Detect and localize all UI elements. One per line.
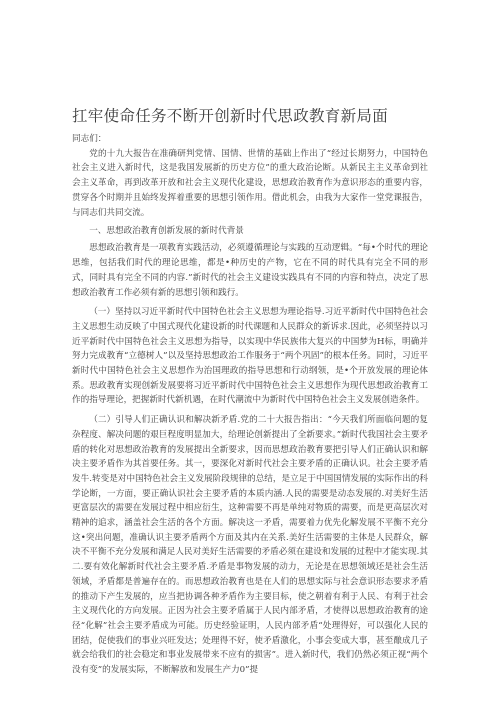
document-body (72, 132, 428, 678)
paragraph-point-two: （二）引导人们正确认识和解决新矛盾.党的二十大报告指出：“今天我们所面临问题的复杂程度、解决问题的艰巨程度明显加大，给理论创新提出了全新要求。”新时代我国社会主要矛盾的转化对思想政治教育的发展提出全新要求，因而思想政治教育要把引导人们正确认识和解决主要矛盾作为其首要任务。其一，要深化对新时代社会主要矛盾的正确认识。社会主要矛盾发牛.转变是对中国特色社会主义发展阶段规律的总结，是立足于中国国情发展的实际作出的科学论断，一方面，要正确认识社会主要矛盾的本质内涵.人民的需要是动态发展的.对美好生活更富层次的需要在发展过程中相应衍生，这种需要不再是单纯对物质的需要，而是更高层次对精神的追求，涵盖社会生活的各个方面。解决这一矛盾，需要着力优先化解发展不平衡不充分这•突出问题，准确认识主要矛盾两个方面及其内在关系.美好生活需要的主体是人民群众，解决不平衡不充分发展和满足人民对美好生活需要的矛盾必须在建设和发展的过程中才能实现.其二.要有效化解新时代社会主要矛盾.矛盾是事物发展的动力，无论是在思想领域还是社会生活领域，矛盾都是普遍存在的。而思想政治教育也是在人们的思想实际与社会意识形态要求矛盾的推动下产生发展的，应当把协调各种矛盾作为主要目标，使之朝着有利于人民、有利于社会主义现代化的方向发展。正因为社会主要矛盾属于人民内部矛盾，才使得以思想政治教育的途径“化解”社会主要矛盾成为可能。历史经验证明，人民内部矛盾“处理得好，可以强化人民的团结，促使我们的事业兴旺发达；处理得不好，使矛盾激化，小事会变成大事，甚至酿成几子就会给我们的社会稳定和事业发展带来不应有的损害”。进入新时代，我们仍然必须正视“两个没有变”的发展实际，不断解放和发展生产力0”提 (72, 415, 428, 676)
paragraph-background: 思想政治教育是一项教育实践活动，必须遵循理论与实践的互动逻辑。“每•个时代的理论思维，包括我们时代的理论思维，都是•种历史的产物，它在不同的时代具有完全不同的形式，同时具有完全不同的内容.”新时代的社会主义建设实践具有不同的内容和特点，决定了思想政治教育工作必须有新的思想引领和践行。 (72, 243, 428, 298)
greeting: 同志们： (72, 134, 107, 144)
paragraph-intro: 党的十九大报告在准确研判党情、国情、世情的基础上作出了“经过长期努力，中国特色社会主义进入新时代，这是我国发展新的历史方位”的重大政治论断。从新民主主义革命到社会主义革命，再到改革开放和社会主义现代化建设，思想政治教育作为意识形态的重要内容，贯穿各个时期并且始终发挥着重要的思想引领作用。借此机会，由我为大家作一堂党课报告，与同志们共同交流。 (72, 148, 428, 218)
section-heading: 一、思想政治教育创新发展的新时代背景 (89, 225, 244, 236)
paragraph-point-one: （一）坚持以习近平新时代中国特色社会主义思想为理论指导.习近平新时代中国特色社会主义思想生动反映了中国式现代化建设新的时代课题和人民群众的新诉求.因此，必须坚持以习近平新时代中国特色社会主义思想为指导，以实现中华民族伟大复兴的中国梦为H标，明确并努力完成教育“立德树人”以及坚持思想政治工作服务于“两个巩固”的根本任务。同时，习近平新时代中国特色社会主义思想作为治国理政的指导思想和行动纲领，是•个开放发展的理论体系。思政教育实现创新发展要将习近平新时代中国特色社会主义思想作为现代思想政治教育工作的指导理论，把握新时代新机遇，在时代潮流中为新时代中国特色社会主义发展创造条件。 (72, 307, 428, 406)
document-title: 扛牢使命任务不断开创新时代思政教育新局面 (72, 107, 389, 125)
